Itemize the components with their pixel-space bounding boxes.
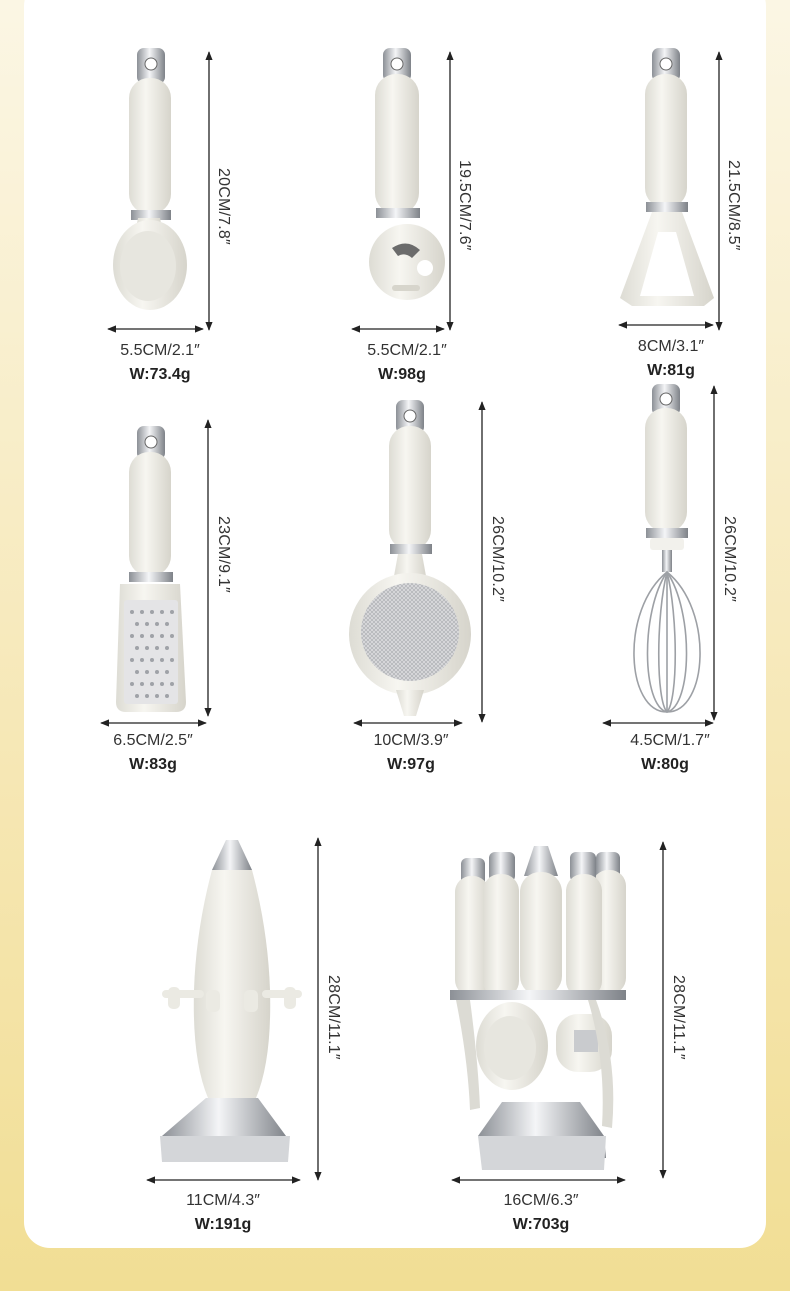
weight-label: W:703g xyxy=(512,1216,570,1233)
width-label: 8CM/3.1″ xyxy=(637,338,705,355)
width-label: 10CM/3.9″ xyxy=(373,732,449,749)
width-label: 5.5CM/2.1″ xyxy=(367,342,447,359)
width-label: 4.5CM/1.7″ xyxy=(630,732,710,749)
height-label: 26CM/10.2″ xyxy=(489,516,506,602)
weight-label: W:73.4g xyxy=(129,366,191,383)
weight-label: W:83g xyxy=(129,756,177,773)
weight-label: W:98g xyxy=(378,366,426,383)
width-label: 5.5CM/2.1″ xyxy=(120,342,200,359)
weight-label: W:80g xyxy=(641,756,689,773)
height-label: 19.5CM/7.6″ xyxy=(456,160,473,251)
height-label: 21.5CM/8.5″ xyxy=(725,160,742,251)
weight-label: W:97g xyxy=(387,756,435,773)
height-label: 26CM/10.2″ xyxy=(721,516,738,602)
weight-label: W:81g xyxy=(647,362,695,379)
width-label: 11CM/4.3″ xyxy=(186,1192,260,1209)
height-label: 20CM/7.8″ xyxy=(215,168,232,245)
height-label: 28CM/11.1″ xyxy=(325,975,342,1060)
width-label: 16CM/6.3″ xyxy=(503,1192,579,1209)
width-label: 6.5CM/2.5″ xyxy=(113,732,193,749)
weight-label: W:191g xyxy=(194,1216,252,1233)
height-label: 23CM/9.1″ xyxy=(215,516,232,593)
height-label: 28CM/11.1″ xyxy=(670,975,687,1060)
